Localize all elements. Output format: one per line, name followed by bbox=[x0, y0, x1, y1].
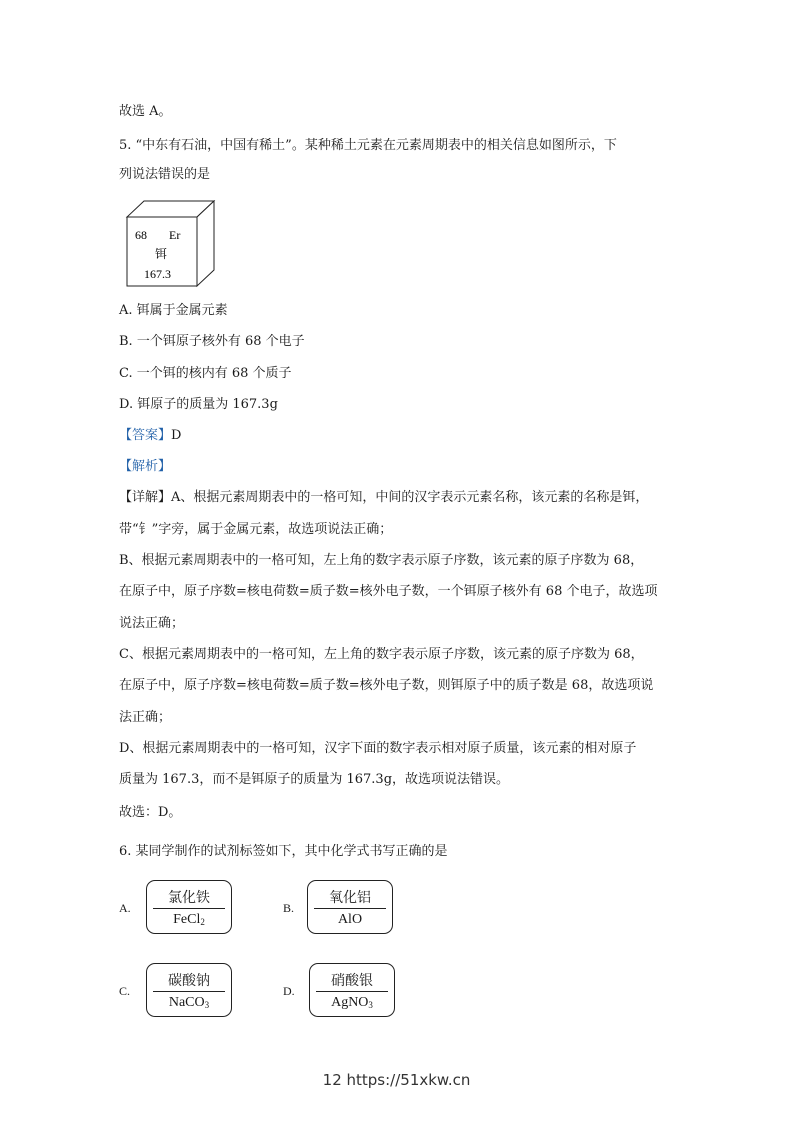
element-cell-figure bbox=[123, 200, 218, 290]
answer-line bbox=[119, 427, 181, 445]
detail-line: 说法正确； bbox=[119, 616, 185, 631]
element-name: 铒 bbox=[155, 247, 168, 261]
reagent-name: 氧化铝 bbox=[329, 890, 371, 906]
page-footer: 12 https://51xkw.cn bbox=[322, 1071, 471, 1089]
question-5-text: 5. “中东有石油，中国有稀土”。某种稀土元素在元素周期表中的相关信息如图所示，下 bbox=[119, 138, 617, 153]
detail-line: 质量为 167.3，而不是铒原子的质量为 167.3g，故选项说法错误。 bbox=[119, 772, 510, 787]
reagent-label-b bbox=[307, 880, 393, 934]
option-b: B. 一个铒原子核外有 68 个电子 bbox=[119, 334, 305, 349]
reagent-label-d bbox=[309, 963, 395, 1017]
detail-line: 【详解】A、根据元素周期表中的一格可知，中间的汉字表示元素名称，该元素的名称是铒， bbox=[119, 490, 649, 505]
question-5-text-cont: 列说法错误的是 bbox=[119, 167, 211, 182]
label-option-letter-b: B. bbox=[283, 901, 295, 915]
reagent-formula: NaCO$_3$ bbox=[168, 995, 210, 1010]
option-c: C. 一个铒的核内有 68 个质子 bbox=[119, 366, 292, 381]
detail-line: D、根据元素周期表中的一格可知，汉字下面的数字表示相对原子质量，该元素的相对原子 bbox=[119, 741, 637, 756]
conclusion-line: 故选：D。 bbox=[119, 805, 182, 820]
label-option-letter-a: A. bbox=[119, 901, 131, 915]
label-option-letter-d: D. bbox=[283, 984, 295, 998]
detail-line: 带“钅”字旁，属于金属元素，故选项说法正确； bbox=[119, 522, 393, 537]
reagent-name: 碳酸钠 bbox=[168, 973, 210, 989]
reagent-label-a bbox=[146, 880, 232, 934]
detail-line: B、根据元素周期表中的一格可知，左上角的数字表示原子序数，该元素的原子序数为 68， bbox=[119, 553, 644, 568]
detail-line: C、根据元素周期表中的一格可知，左上角的数字表示原子序数，该元素的原子序数为 68， bbox=[119, 647, 644, 662]
analysis-tag: 【解析】 bbox=[119, 459, 172, 474]
element-symbol: Er bbox=[169, 228, 181, 242]
option-d: D. 铒原子的质量为 167.3g bbox=[119, 397, 278, 412]
atomic-number: 68 bbox=[135, 228, 147, 242]
question-6-text: 6. 某同学制作的试剂标签如下，其中化学式书写正确的是 bbox=[119, 844, 448, 859]
reagent-label-c bbox=[146, 963, 232, 1017]
detail-line: 在原子中，原子序数=核电荷数=质子数=核外电子数，则铒原子中的质子数是 68，故选项说 bbox=[119, 678, 654, 693]
reagent-formula: FeCl$_2$ bbox=[173, 912, 205, 927]
atomic-mass: 167.3 bbox=[144, 267, 171, 281]
label-option-letter-c: C. bbox=[119, 984, 131, 998]
detail-line: 法正确； bbox=[119, 710, 172, 725]
detail-line: 在原子中，原子序数=核电荷数=质子数=核外电子数，一个铒原子核外有 68 个电子，故选项 bbox=[119, 584, 658, 599]
reagent-formula: AgNO$_3$ bbox=[331, 995, 373, 1010]
reagent-name: 氯化铁 bbox=[168, 890, 210, 906]
text-line: 故选 A。 bbox=[119, 104, 172, 119]
answer-value: D bbox=[171, 428, 182, 443]
reagent-formula: AlO bbox=[337, 912, 363, 927]
option-a: A. 铒属于金属元素 bbox=[119, 303, 228, 318]
reagent-name: 硝酸银 bbox=[331, 973, 373, 989]
answer-tag: 【答案】 bbox=[119, 428, 172, 443]
